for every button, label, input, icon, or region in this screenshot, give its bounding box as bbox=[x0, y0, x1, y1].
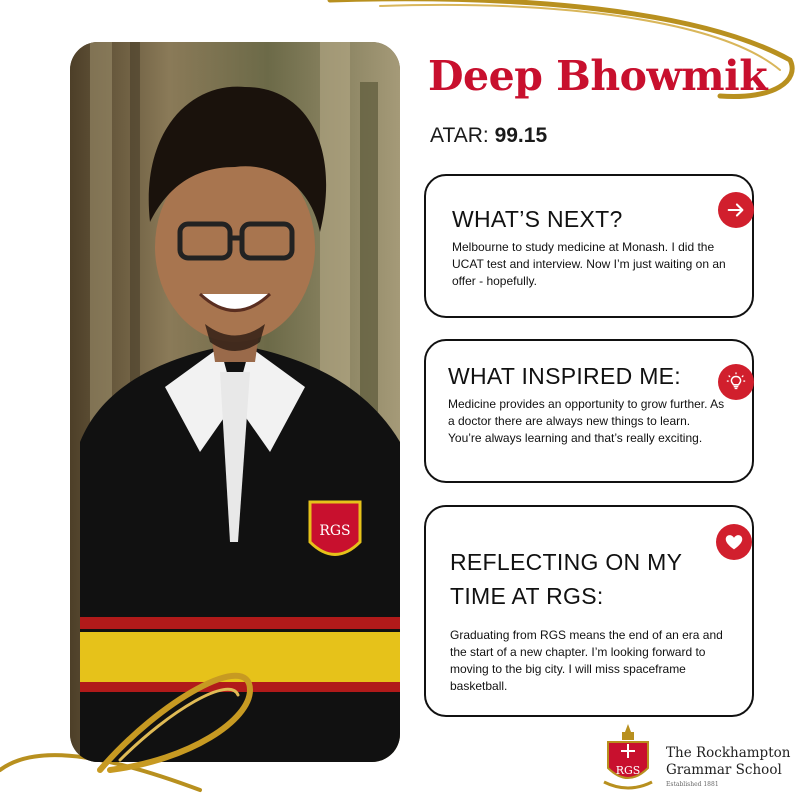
reflecting-card bbox=[424, 505, 754, 717]
student-photo bbox=[70, 42, 400, 762]
atar-score bbox=[430, 124, 547, 148]
svg-text:RGS: RGS bbox=[319, 523, 351, 539]
what-inspired-me-text: Medicine provides an opportunity to grow further. As a doctor there are always new things to learn. You’re always learning and that’s really exciting. bbox=[448, 397, 725, 445]
atar-value: 99.15 bbox=[494, 124, 548, 147]
student-name: Deep Bhowmik bbox=[428, 52, 768, 100]
reflecting-title-line2: TIME AT RGS: bbox=[450, 583, 604, 609]
what-inspired-me-title: WHAT INSPIRED ME: bbox=[448, 363, 681, 389]
crest-initials: RGS bbox=[615, 764, 641, 777]
lightbulb-icon bbox=[718, 364, 754, 400]
whats-next-title: WHAT’S NEXT? bbox=[452, 206, 623, 232]
school-name-line1: The Rockhampton bbox=[666, 745, 791, 761]
whats-next-text: Melbourne to study medicine at Monash. I did the UCAT test and interview. Now I’m just waiting on an offer - hopefully. bbox=[452, 240, 726, 288]
reflecting-text: Graduating from RGS means the end of an era and the start of a new chapter. I’m looking forward to moving to the big city. I will miss spaceframe basketball. bbox=[450, 628, 723, 693]
atar-label: ATAR: bbox=[430, 124, 489, 147]
what-inspired-me-card bbox=[424, 339, 754, 483]
arrow-right-icon bbox=[718, 192, 754, 228]
reflecting-title bbox=[450, 545, 726, 613]
reflecting-title-line1: REFLECTING ON MY bbox=[450, 549, 683, 575]
whats-next-card bbox=[424, 174, 754, 318]
school-established: Established 1881 bbox=[666, 781, 719, 788]
school-crest-icon bbox=[600, 722, 656, 794]
school-logo bbox=[600, 722, 790, 794]
heart-icon bbox=[716, 524, 752, 560]
school-name-line2: Grammar School bbox=[666, 762, 782, 778]
